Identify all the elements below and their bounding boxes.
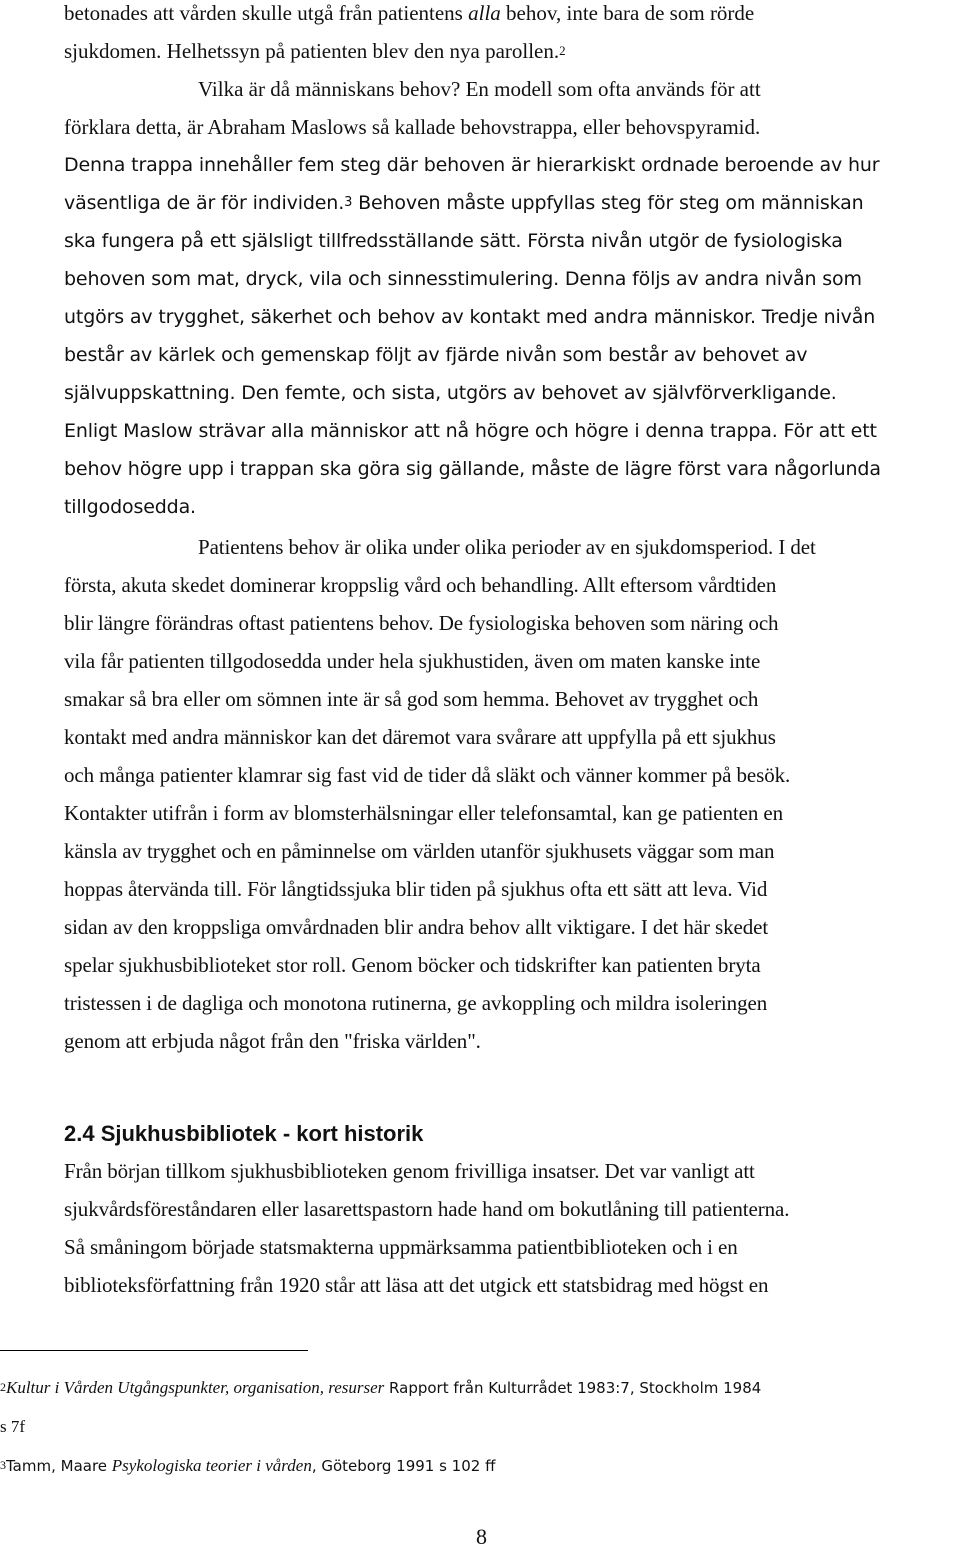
footnote-3: $^3$Tamm, Maare Psykologiska teorier i vården, Göteborg 1991 s 102 ff: [0, 1456, 496, 1475]
text-line: känsla av trygghet och en påminnelse om världen utanför sjukhusets väggar som man: [64, 839, 775, 863]
text-line: första, akuta skedet dominerar kroppslig vård och behandling. Allt eftersom vårdtiden: [64, 573, 777, 597]
text-line: blir längre förändras oftast patientens behov. De fysiologiska behoven som näring och: [64, 611, 779, 635]
text-line: tillgodosedda.: [64, 496, 196, 518]
footnote-2-continued: s 7f: [0, 1417, 26, 1436]
footnote-ref: 3: [344, 195, 353, 210]
text-line: väsentliga de är för individen.$^3$ Behoven måste uppfyllas steg för steg om människan: [64, 192, 864, 214]
footnote-ref: 2: [559, 43, 566, 58]
text-line: består av kärlek och gemenskap följt av fjärde nivån som består av behovet av: [64, 344, 808, 366]
text-line: spelar sjukhusbiblioteket stor roll. Genom böcker och tidskrifter kan patienten bryta: [64, 953, 761, 977]
footnote-separator: [0, 1350, 308, 1351]
text-line: hoppas återvända till. För långtidssjuka blir tiden på sjukhus ofta ett sätt att leva. Vid: [64, 877, 768, 901]
text-line: Patientens behov är olika under olika perioder av en sjukdomsperiod. I det: [198, 535, 816, 559]
text-line: sidan av den kroppsliga omvårdnaden blir andra behov allt viktigare. I det här skedet: [64, 915, 769, 939]
text-line: sjukdomen. Helhetssyn på patienten blev den nya parollen.$^2$: [64, 39, 566, 63]
page-number: 8: [476, 1524, 487, 1549]
text-line: förklara detta, är Abraham Maslows så kallade behovstrappa, eller behovspyramid.: [64, 115, 761, 139]
text-line: självuppskattning. Den femte, och sista, utgörs av behovet av självförverkligande.: [64, 382, 837, 404]
section-heading: 2.4 Sjukhusbibliotek - kort historik: [64, 1121, 424, 1146]
text-line: tristessen i de dagliga och monotona rutinerna, ge avkoppling och mildra isoleringen: [64, 991, 768, 1015]
text-line: Enligt Maslow strävar alla människor att nå högre och högre i denna trappa. För att ett: [64, 420, 877, 442]
text-line: ska fungera på ett själsligt tillfredsställande sätt. Första nivån utgör de fysiologiska: [64, 230, 843, 252]
text-line: smakar så bra eller om sömnen inte är så god som hemma. Behovet av trygghet och: [64, 687, 759, 711]
text-line: Kontakter utifrån i form av blomsterhälsningar eller telefonsamtal, kan ge patienten en: [64, 801, 784, 825]
text-line: behov högre upp i trappan ska göra sig gällande, måste de lägre först vara någorlunda: [64, 458, 881, 480]
text-line: biblioteksförfattning från 1920 står att läsa att det utgick ett statsbidrag med högst en: [64, 1273, 769, 1297]
text-line: genom att erbjuda något från den "friska världen".: [64, 1029, 481, 1053]
footnote-2: $^2$Kultur i Vården Utgångspunkter, organisation, resurser Rapport från Kulturrådet 1983:7, Stockholm 1984: [0, 1378, 762, 1397]
text-line: utgörs av trygghet, säkerhet och behov av kontakt med andra människor. Tredje nivån: [64, 306, 876, 328]
text-line: kontakt med andra människor kan det däremot vara svårare att uppfylla på ett sjukhus: [64, 725, 776, 749]
text-line: vila får patienten tillgodosedda under hela sjukhustiden, även om maten kanske inte: [64, 649, 761, 673]
text-line: behoven som mat, dryck, vila och sinnesstimulering. Denna följs av andra nivån som: [64, 268, 862, 290]
text-line: och många patienter klamrar sig fast vid de tider då släkt och vänner kommer på besök.: [64, 763, 791, 787]
text-line: Vilka är då människans behov? En modell som ofta används för att: [198, 77, 761, 101]
text-line: betonades att vården skulle utgå från patientens alla behov, inte bara de som rörde: [64, 1, 755, 25]
text-line: Denna trappa innehåller fem steg där behoven är hierarkiskt ordnade beroende av hur: [64, 154, 880, 176]
text-line: Så småningom började statsmakterna uppmärksamma patientbiblioteken och i en: [64, 1235, 738, 1259]
text-line: sjukvårdsföreståndaren eller lasarettspastorn hade hand om bokutlåning till patienterna.: [64, 1197, 790, 1221]
text-line: Från början tillkom sjukhusbiblioteken genom frivilliga insatser. Det var vanligt att: [64, 1159, 755, 1183]
